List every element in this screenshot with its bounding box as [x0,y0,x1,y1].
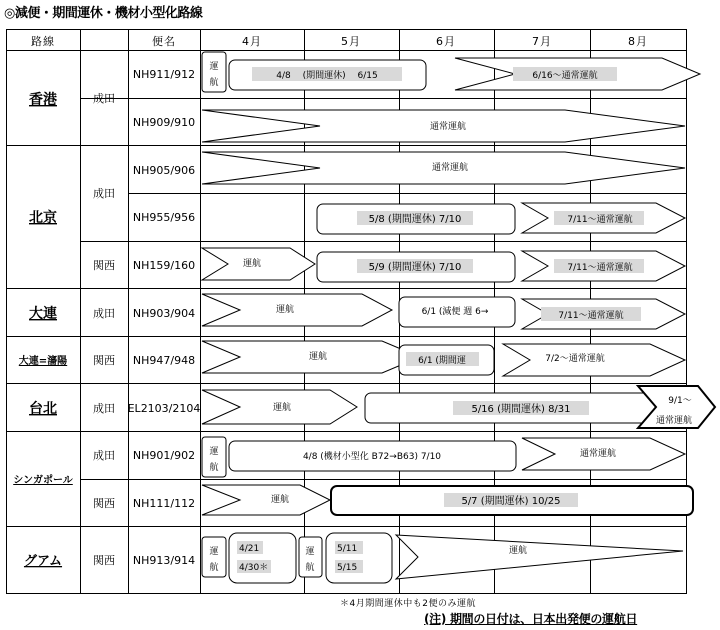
operating-arrow [396,535,683,579]
flight-number: NH913/914 [132,554,196,567]
suspension-period: 4/8 (期間運休) 6/15 [276,71,378,81]
operating-label: 運 [305,547,315,557]
suspension-date: 4/21 [239,544,260,554]
city-taipei: 台北 [29,401,57,417]
operating-label: 運航 [242,259,262,269]
flight-number: NH901/902 [132,449,196,462]
city-singapore: シンガポール [13,475,73,486]
resume-label: 7/11～通常運航 [558,311,624,321]
suspension-period: 5/7 (期間運休) 10/25 [461,496,561,507]
normal-service-label: 通常運航 [431,163,469,173]
month-header-may: 5月 [341,35,361,48]
footnote: ＊4月期間運休中も2便のみ運航 [340,599,476,609]
flight-number: NH911/912 [132,68,196,81]
page-title: ◎減便・期間運休・機材小型化路線 [4,6,203,21]
suspension-period: 5/9 (期間運休) 7/10 [368,262,462,273]
operating-label: 運航 [308,352,328,362]
operating-arrow [202,294,392,326]
month-header-aug: 8月 [628,35,648,48]
operating-label: 運航 [508,546,528,556]
suspension-date: 5/11 [337,544,358,554]
operating-label: 運航 [275,305,295,315]
resume-label: 9/1～ [668,396,692,406]
resume-label: 7/2～通常運航 [545,354,605,364]
city-dalian-shenyang: 大連=瀋陽 [18,356,68,367]
flight-number: NH159/160 [132,259,196,272]
operating-label: 航 [209,463,219,473]
suspension-bar [326,533,392,583]
flight-number: EL2103/2104 [127,402,201,415]
operating-label: 運 [209,447,219,457]
flight-number: NH909/910 [132,116,196,129]
flight-header: 便名 [152,35,176,48]
resume-label: 6/16～通常運航 [532,71,598,81]
flight-number: NH903/904 [132,307,196,320]
airport-kansai: 関西 [93,554,115,567]
city-guam: グアム [23,554,63,569]
operating-arrow [202,485,330,515]
reduction-period: 6/1 (減便 週 6→ [421,307,489,317]
airport-narita: 成田 [93,307,115,320]
operating-label: 運航 [272,403,292,413]
city-beijing: 北京 [29,210,57,226]
airport-kansai: 関西 [93,497,115,510]
resume-label: 通常運航 [655,416,693,426]
suspension-period: 5/16 (期間運休) 8/31 [471,404,571,415]
normal-service-label: 通常運航 [579,449,617,459]
airport-kansai: 関西 [93,354,115,367]
suspension-bar [229,533,296,583]
month-header-jul: 7月 [532,35,552,48]
airport-kansai: 関西 [93,259,115,272]
suspension-date: 5/15 [337,563,358,573]
flight-number: NH955/956 [132,211,196,224]
resume-label: 7/11～通常運航 [567,263,633,273]
date-note: (注) 期間の日付は、日本出発便の運航日 [424,612,638,626]
operating-label: 航 [209,563,219,573]
airport-narita: 成田 [93,92,115,105]
city-hong-kong: 香港 [29,92,57,108]
operating-label: 運 [209,547,219,557]
flight-number: NH111/112 [132,497,196,510]
flight-number: NH947/948 [132,354,196,367]
suspension-period: 6/1 (期間運 [418,356,466,366]
downsizing-period: 4/8 (機材小型化 B72→B63) 7/10 [302,452,442,462]
suspension-date: 4/30＊ [239,563,269,573]
city-dalian: 大連 [29,306,57,322]
suspension-period: 5/8 (期間運休) 7/10 [368,214,462,225]
airport-narita: 成田 [93,402,115,415]
operating-label: 運 [209,62,219,72]
operating-label: 航 [305,563,315,573]
airport-narita: 成田 [93,187,115,200]
operating-label: 航 [209,78,219,88]
normal-service-label: 通常運航 [429,122,467,132]
flight-number: NH905/906 [132,164,196,177]
month-header-apr: 4月 [242,35,262,48]
month-header-jun: 6月 [436,35,456,48]
airport-narita: 成田 [93,449,115,462]
resume-label: 7/11～通常運航 [567,215,633,225]
operating-label: 運航 [270,495,290,505]
route-header: 路線 [31,35,55,48]
